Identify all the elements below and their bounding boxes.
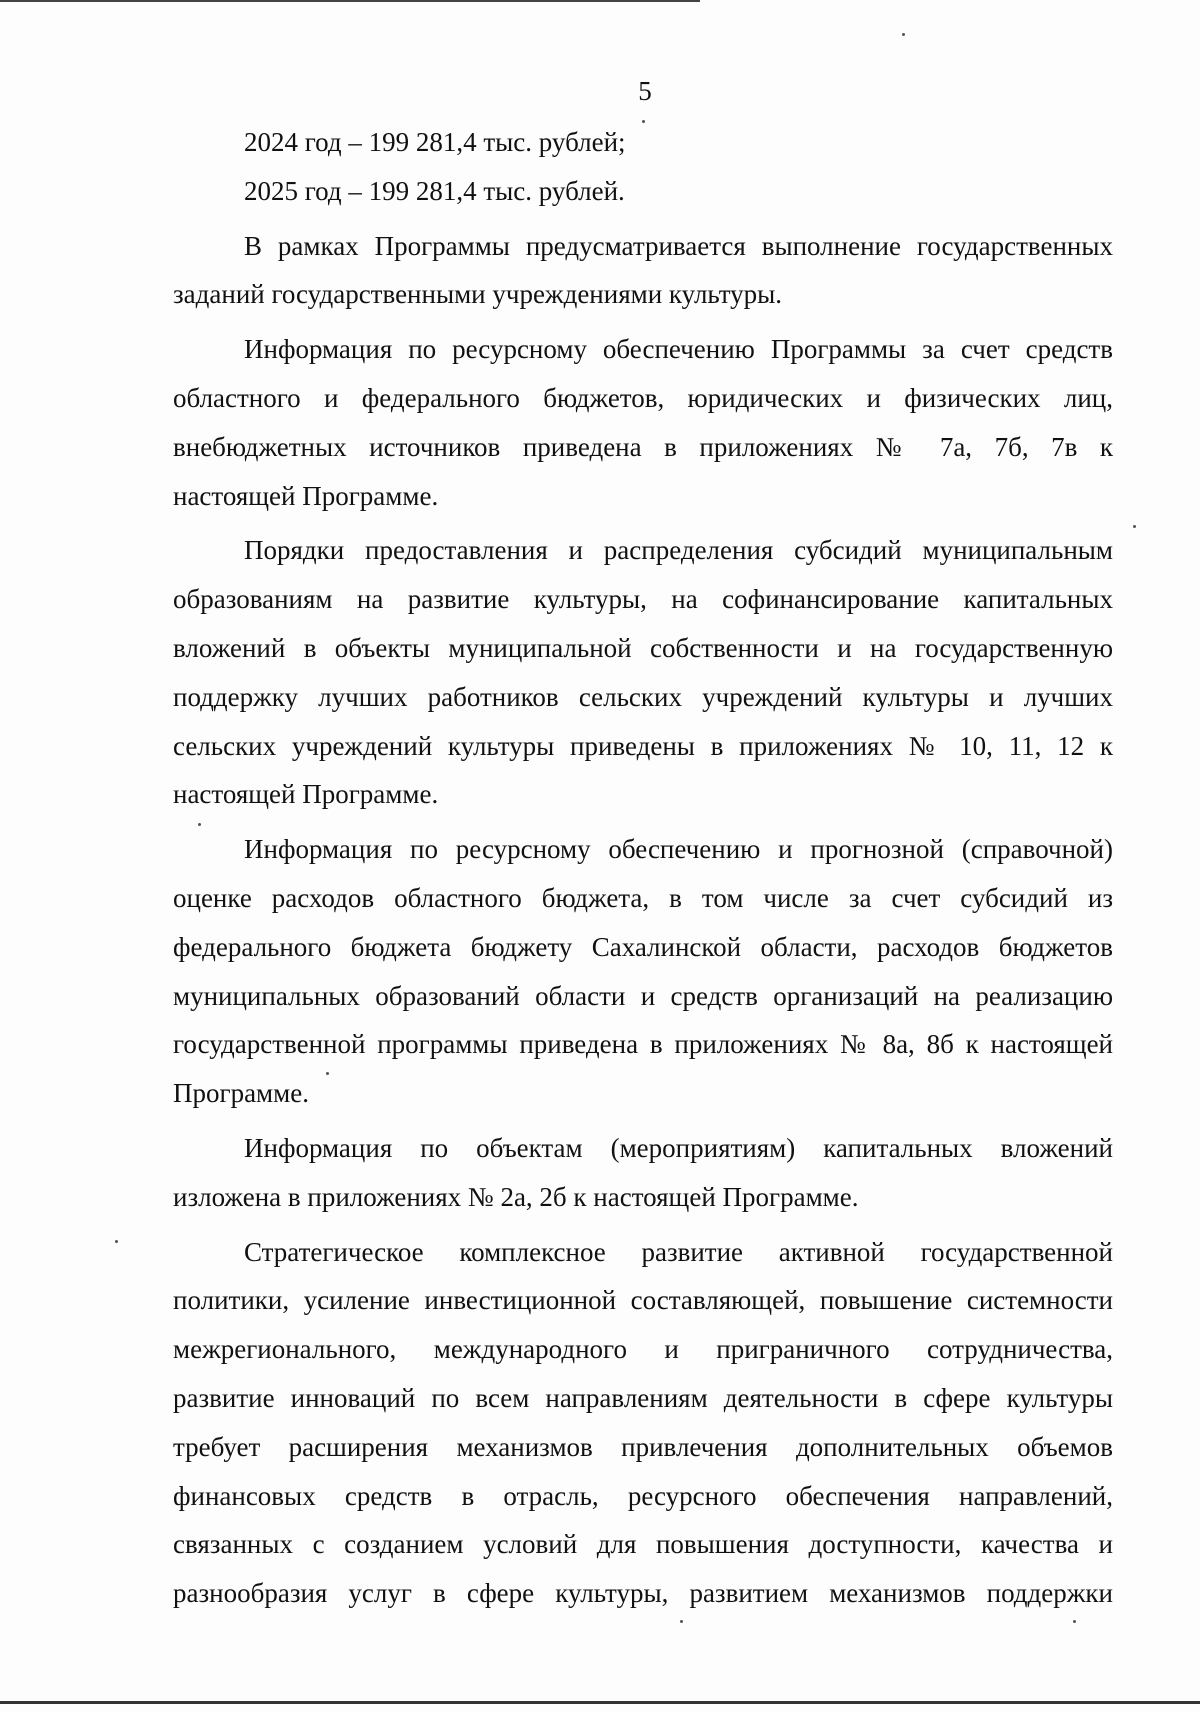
- text-line: межрегионального, международного и приграничного сотрудничества,: [173, 1334, 1113, 1365]
- text-line: внебюджетных источников приведена в приложениях № 7а, 7б, 7в к: [173, 431, 1113, 462]
- scan-speck: [680, 1620, 683, 1623]
- text-line: требует расширения механизмов привлечения дополнительных объемов: [173, 1431, 1113, 1462]
- text-line: финансовых средств в отрасль, ресурсного обеспечения направлений,: [173, 1480, 1113, 1511]
- document-body: [173, 118, 1113, 1618]
- text-line: Информация по ресурсному обеспечению и прогнозной (справочной): [244, 834, 1113, 865]
- scan-bottom-edge: [0, 1701, 1200, 1704]
- text-line: 2025 год – 199 281,4 тыс. рублей.: [244, 175, 625, 206]
- text-line: государственной программы приведена в приложениях № 8а, 8б к настоящей: [173, 1029, 1113, 1060]
- text-line: 2024 год – 199 281,4 тыс. рублей;: [244, 127, 626, 157]
- text-line: областного и федерального бюджетов, юридических и физических лиц,: [173, 382, 1113, 413]
- text-line: развитие инноваций по всем направлениям деятельности в сфере культуры: [173, 1382, 1113, 1413]
- text-line: изложена в приложениях № 2а, 2б к настоящей Программе.: [173, 1181, 859, 1212]
- text-line: Программе.: [173, 1078, 309, 1109]
- scan-speck: [1133, 525, 1136, 528]
- scan-speck: [198, 823, 201, 826]
- text-line: связанных с созданием условий для повышения доступности, качества и: [173, 1529, 1113, 1560]
- text-line: политики, усиление инвестиционной составляющей, повышение системности: [173, 1285, 1113, 1316]
- text-line: вложений в объекты муниципальной собственности и на государственную: [173, 632, 1113, 663]
- text-line: Порядки предоставления и распределения субсидий муниципальным: [244, 535, 1113, 566]
- text-line: поддержку лучших работников сельских учреждений культуры и лучших: [173, 681, 1113, 712]
- scan-speck: [326, 1072, 329, 1075]
- scan-top-edge: [0, 0, 700, 2]
- text-line: настоящей Программе.: [173, 779, 439, 810]
- text-line: федерального бюджета бюджету Сахалинской области, расходов бюджетов: [173, 931, 1113, 962]
- scan-speck: [115, 1240, 118, 1243]
- text-line: сельских учреждений культуры приведены в приложениях № 10, 11, 12 к: [173, 730, 1113, 761]
- text-line: муниципальных образований области и средств организаций на реализацию: [173, 980, 1113, 1011]
- page-number: 5: [638, 76, 652, 106]
- text-line: Стратегическое комплексное развитие активной государственной: [244, 1236, 1113, 1267]
- text-line: образованиям на развитие культуры, на софинансирование капитальных: [173, 584, 1113, 615]
- scan-speck: [642, 120, 645, 123]
- text-line: Информация по ресурсному обеспечению Программы за счет средств: [244, 334, 1113, 365]
- text-line: Информация по объектам (мероприятиям) капитальных вложений: [244, 1132, 1113, 1163]
- text-line: заданий государственными учреждениями культуры.: [173, 279, 783, 310]
- scan-speck: [1073, 1620, 1076, 1623]
- scan-speck: [902, 33, 905, 36]
- text-line: В рамках Программы предусматривается выполнение государственных: [244, 230, 1113, 261]
- text-line: оценке расходов областного бюджета, в том числе за счет субсидий из: [173, 882, 1113, 913]
- text-line: настоящей Программе.: [173, 480, 439, 511]
- text-line: разнообразия услуг в сфере культуры, развитием механизмов поддержки: [173, 1578, 1113, 1609]
